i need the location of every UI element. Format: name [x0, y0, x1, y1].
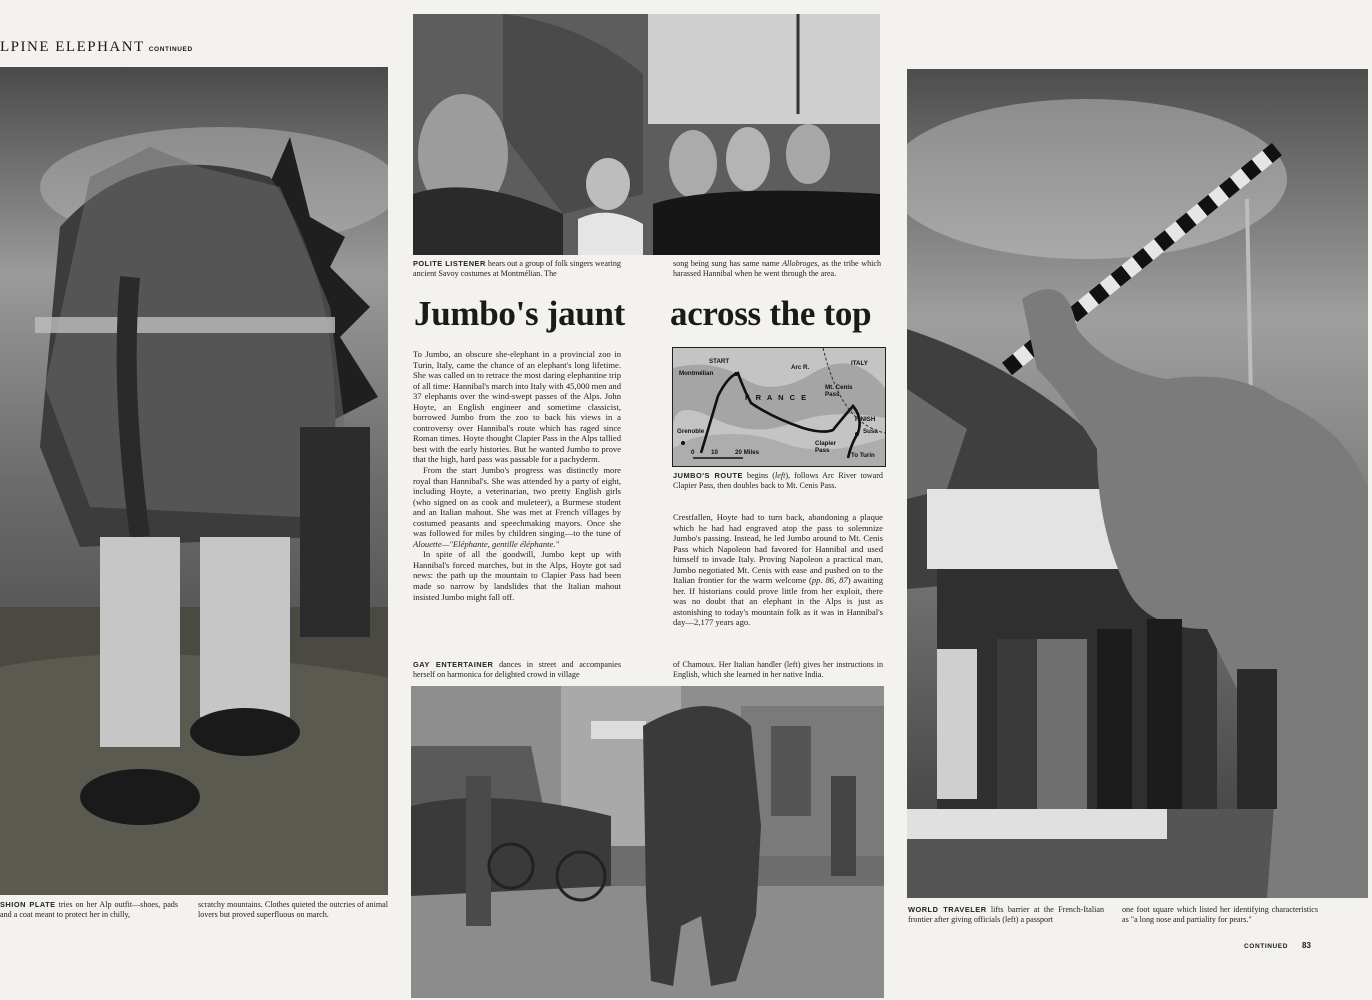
caption-world-traveler-col1 [908, 905, 1104, 925]
caption-world-traveler-col2 [1122, 905, 1318, 925]
map-scale-20: 20 Miles [735, 449, 760, 456]
map-label-arc: Arc R. [791, 364, 810, 371]
caption-text: dances in street and accompanies herself on harmonica for delighted crowd in village [413, 660, 622, 679]
caption-text: lifts barrier at the French-Italian frontier after giving officials (left) a passport [908, 905, 1104, 924]
caption-jumbos-route [673, 471, 883, 491]
paragraph-text: From the start Jumbo's progress was distinctly more royal than Hannibal's. She was attended by a party of eight, including Hoyte, a veterinarian, two pretty English girls (who signed on as cook and muleteer), a Burmese student and an Italian mahout. She was met at French villages by costumed peasants and speechmaking mayors. Once she was followed for miles by children singing—to the tune of [413, 465, 621, 539]
map-label-mtcenis: Mt. Cenis Pass [825, 384, 853, 398]
caption-text: song being sung has same name [673, 259, 783, 268]
caption-text: , as the tribe which harassed Hannibal when he went through the area. [673, 259, 882, 278]
caption-lead: POLITE LISTENER [413, 259, 486, 268]
photo-polite-listener [413, 14, 880, 255]
footer-continued: CONTINUED [1244, 943, 1289, 950]
caption-lead: JUMBO'S ROUTE [673, 471, 743, 480]
headline-right: across the top [670, 294, 872, 333]
article-paragraph-4 [673, 512, 883, 628]
caption-italic: Allobroges [782, 259, 818, 268]
map-label-clapier: Clapier Pass [815, 440, 836, 454]
map-label-start: START [709, 358, 730, 365]
map-label-susa: Susa [863, 428, 878, 435]
caption-text: tries on her Alp outfit—shoes, pads and a coat meant to protect her in chilly, [0, 900, 178, 919]
article-paragraph-2 [413, 465, 621, 549]
photo-world-traveler [907, 69, 1368, 898]
caption-lead: WORLD TRAVELER [908, 905, 987, 914]
caption-italic: left [774, 471, 786, 480]
article-column-right [673, 512, 883, 628]
map-label-france: F R A N C E [745, 393, 809, 402]
running-header [0, 39, 193, 56]
caption-text: hears out a group of folk singers wearing ancient Savoy costumes at Montmélian. The [413, 259, 621, 278]
caption-fashion-plate-col1 [0, 900, 178, 920]
map-scale-0: 0 [691, 449, 695, 456]
route-map [672, 347, 886, 467]
caption-text: of Chamoux. Her Italian handler (left) gives her instructions in English, which she learned in her native India. [673, 660, 883, 679]
caption-polite-listener-left [413, 259, 621, 279]
article-column-left [413, 349, 621, 602]
paragraph-text: ) awaiting her. If historians could prove little from her exploit, there was no doubt that an elephant in the Alps is just as astonishing to today's mountain folk as it was in Hannibal's day—2,177 years ago. [673, 575, 884, 628]
article-paragraph-3: In spite of all the goodwill, Jumbo kept up with Hannibal's forced marches, but in the Alps, Hoyte got sad news: the path up the mountain to Clapier Pass had been made so narrow by landslides that the Italian mahout insisted Jumbo might fall off. [413, 549, 621, 602]
running-header-title: LPINE ELEPHANT [0, 39, 145, 55]
caption-text: scratchy mountains. Clothes quieted the outcries of animal lovers but proved superfluous on march. [198, 900, 388, 919]
map-scale-10: 10 [711, 449, 718, 456]
paragraph-italic: Alouette—"Eléphante, gentille éléphante." [413, 538, 560, 549]
caption-text: ), follows Arc River toward Clapier Pass, then doubles back to Mt. Cenis Pass. [673, 471, 883, 490]
caption-gay-entertainer-right [673, 660, 883, 680]
paragraph-italic: pp. 86, 87 [811, 575, 848, 586]
map-label-finish: FINISH [855, 416, 876, 423]
headline-left: Jumbo's jaunt [414, 294, 626, 333]
caption-lead: SHION PLATE [0, 900, 56, 909]
map-label-turin: To Turin [851, 452, 875, 459]
caption-text: begins ( [747, 471, 775, 480]
map-label-montmelian: Montmélian [679, 370, 714, 377]
caption-fashion-plate-col2 [198, 900, 388, 920]
caption-text: one foot square which listed her identifying characteristics as "a long nose and partiality for pears." [1122, 905, 1318, 924]
paragraph-text: Crestfallen, Hoyte had to turn back, abandoning a plaque which he had had engraved atop the pass to solemnize Jumbo's passing. Instead, he led Jumbo around to Mt. Cenis Pass which Napoleon had favored for Hannibal and used himself to invade Italy. Proving Napoleon a practical man, Jumbo negotiated Mt. Cenis with ease and pushed on to the Italian frontier for the warm welcome ( [673, 512, 883, 586]
photo-gay-entertainer [411, 686, 884, 998]
map-label-italy: ITALY [851, 360, 868, 367]
photo-fashion-plate [0, 67, 388, 895]
caption-polite-listener-right [673, 259, 881, 279]
caption-gay-entertainer-left [413, 660, 621, 680]
page-number: 83 [1302, 941, 1311, 950]
map-label-grenoble: Grenoble [677, 428, 705, 435]
article-paragraph-1: To Jumbo, an obscure she-elephant in a provincial zoo in Turin, Italy, came the chance of an elephant's long lifetime. She was called on to retrace the most daring elephantine trip of all time: Hannibal's march into Italy with 45,000 men and 37 elephants over the wind-swept passes of the Alps. John Hoyte, an English engineer and sometime classicist, borrowed Jumbo from the zoo to back his views in a controversy over Hannibal's route which has raged since Roman times. Hoyte thought Clapier Pass in the Alps tallied best with the early histories. But he wanted Jumbo to prove that the high, hard pass was passable for a pachyderm. [413, 349, 621, 465]
caption-lead: GAY ENTERTAINER [413, 660, 494, 669]
running-header-continued: CONTINUED [148, 46, 193, 53]
